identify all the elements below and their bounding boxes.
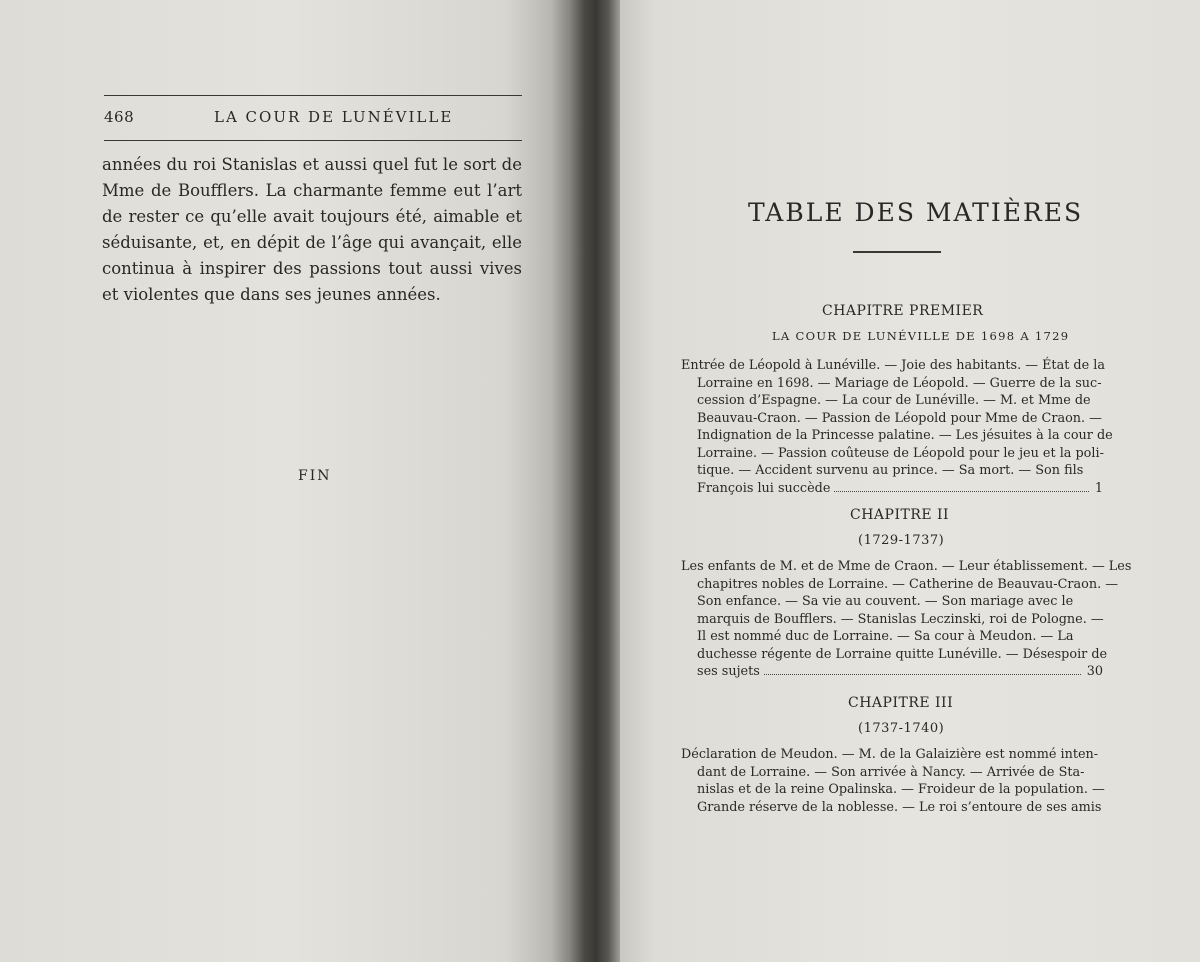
summary-line: Beauvau-Craon. — Passion de Léopold pour Mme de Craon. —	[697, 410, 1102, 426]
running-head	[104, 95, 522, 141]
chapter-1-subtitle: LA COUR DE LUNÉVILLE DE 1698 A 1729	[772, 329, 1070, 343]
summary-line: Grande réserve de la noblesse. — Le roi s’entoure de ses amis	[697, 799, 1102, 815]
summary-line: Indignation de la Princesse palatine. — Les jésuites à la cour de	[697, 428, 1113, 443]
summary-line: chapitres nobles de Lorraine. — Catherine de Beauvau-Craon. —	[697, 576, 1119, 592]
running-head-title: LA COUR DE LUNÉVILLE	[214, 108, 454, 126]
summary-line: Il est nommé duc de Lorraine. — Sa cour à Meudon. — La	[697, 629, 1074, 644]
summary-line: marquis de Boufflers. — Stanislas Leczinski, roi de Pologne. —	[697, 611, 1104, 627]
chapter-3-dates: (1737-1740)	[858, 721, 945, 736]
toc-title: TABLE DES MATIÈRES	[748, 198, 1084, 227]
summary-line: Les enfants de M. et de Mme de Craon. — Leur établissement. — Les	[681, 559, 1132, 574]
summary-line: dant de Lorraine. — Son arrivée à Nancy. — Arrivée de Sta-	[697, 764, 1085, 780]
dot-leader	[764, 674, 1081, 675]
summary-last-line: ses sujets	[697, 664, 760, 679]
summary-line: Son enfance. — Sa vie au couvent. — Son mariage avec le	[697, 594, 1074, 609]
page-number: 468	[104, 108, 135, 126]
summary-line: nislas et de la reine Opalinska. — Froideur de la population. —	[697, 782, 1105, 797]
summary-line: tique. — Accident survenu au prince. — Sa mort. — Son fils	[697, 463, 1084, 478]
summary-line: duchesse régente de Lorraine quitte Lunéville. — Désespoir de	[697, 646, 1108, 662]
summary-line: Entrée de Léopold à Lunéville. — Joie des habitants. — État de la	[681, 358, 1105, 373]
chapter-3-heading: CHAPITRE III	[848, 695, 954, 711]
chapter-3-summary	[681, 746, 1103, 816]
dot-leader	[834, 491, 1088, 492]
summary-line: Lorraine. — Passion coûteuse de Léopold pour le jeu et la poli-	[697, 445, 1104, 461]
page-reference: 30	[1086, 664, 1103, 679]
summary-line: cession d’Espagne. — La cour de Lunéville. — M. et Mme de	[697, 393, 1091, 408]
summary-line: Lorraine en 1698. — Mariage de Léopold. — Guerre de la suc-	[697, 375, 1102, 391]
page-reference: 1	[1094, 480, 1103, 496]
chapter-2-heading: CHAPITRE II	[850, 507, 950, 523]
title-divider	[853, 251, 941, 253]
book-gutter	[568, 0, 624, 962]
body-text: années du roi Stanislas et aussi quel fut le sort de Mme de Boufflers. La charmante femme eut l’art de rester ce qu’elle avait toujours été, aimable et séduisante, et, en dépit de l’âge qui avançait, elle continua à inspirer des passions tout aussi vives et violentes que dans ses jeunes années.	[102, 155, 522, 304]
chapter-2-summary	[681, 558, 1132, 681]
chapter-1-summary	[681, 357, 1113, 497]
left-page	[0, 0, 574, 962]
summary-line: Déclaration de Meudon. — M. de la Galaizière est nommé inten-	[681, 747, 1099, 762]
toc-entry-leader	[681, 480, 1103, 498]
fin-label: FIN	[298, 468, 332, 484]
chapter-2-dates: (1729-1737)	[858, 533, 945, 548]
chapter-1-heading: CHAPITRE PREMIER	[822, 303, 984, 319]
summary-last-line: François lui succède	[697, 480, 831, 496]
toc-entry-leader	[681, 663, 1103, 681]
